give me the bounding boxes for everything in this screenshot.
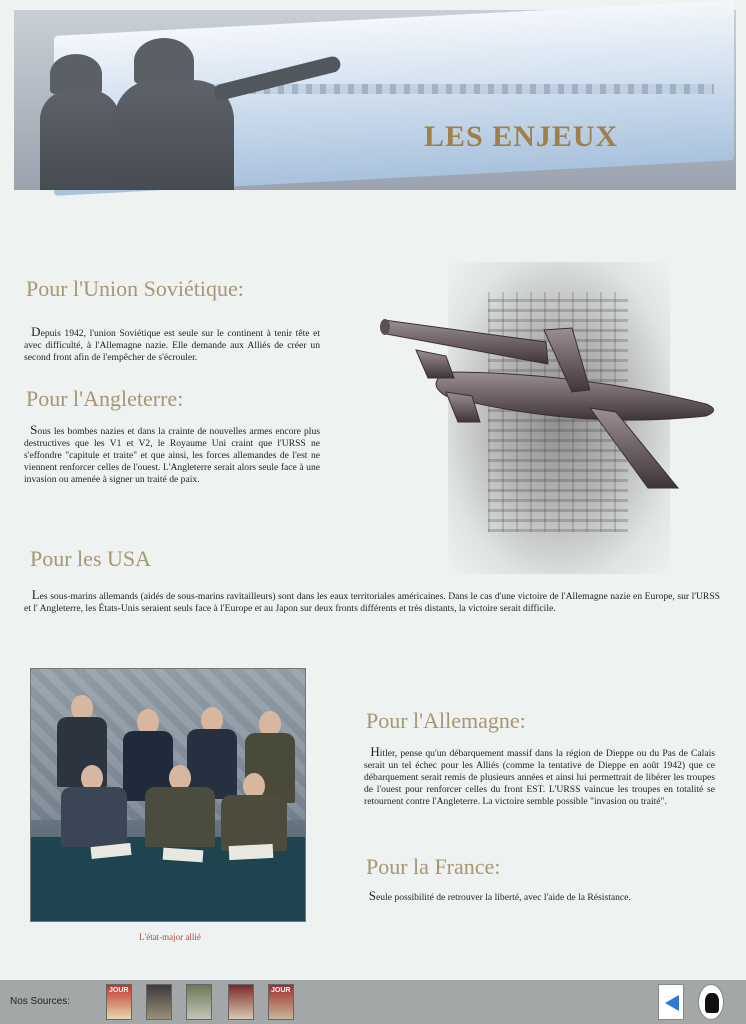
allied-staff-photo [30,668,306,922]
heading-urss: Pour l'Union Soviétique: [26,276,244,301]
paragraph-text: ous les bombes nazies et dans la crainte de nouvelles armes encore plus destructives que les V1 et V2, le Royaume Uni craint que l'URSS ne s'effondre "capitule et traite" et que ainsi, les forces allemandes de l'est ne viennent renforcer celles de l'ouest. L'Angleterre serait alors seule face à une invasion ou amenée à signer un traité de paix. [24,426,320,485]
paragraph-allemagne [364,746,715,808]
drop-cap: H [370,744,380,759]
heading-france: Pour la France: [366,854,501,879]
footer-bar [0,980,746,1024]
horse-seal-logo [698,984,724,1020]
v1-flying-bomb-image [376,312,722,502]
photo-paper [229,844,274,860]
paragraph-text: eule possibilité de retrouver la liberté, avec l'aide de la Résistance. [376,892,631,903]
photo-caption: L'état-major allié [139,932,201,942]
heading-allemagne: Pour l'Allemagne: [366,708,526,733]
header-banner [14,10,736,190]
sources-label: Nos Sources: [10,996,71,1007]
paragraph-angleterre [24,424,320,486]
source-book-cover[interactable] [146,984,172,1020]
drop-cap: S [368,888,377,903]
horse-icon [705,993,719,1013]
drop-cap: L [31,587,40,602]
source-book-cover-jour[interactable]: JOUR [268,984,294,1020]
partner-logo[interactable] [658,984,684,1020]
paragraph-urss [24,326,320,364]
paragraph-usa [24,589,720,615]
source-book-cover-jour[interactable]: JOUR [106,984,132,1020]
paragraph-text: epuis 1942, l'union Soviétique est seule sur le continent à tenir tête et avec difficulté, à l'Allemagne nazie. Elle demande aux Alliés de créer un second front afin de l'empêcher de s'écrouler. [24,328,321,363]
drop-cap: D [31,324,41,339]
paragraph-france [364,890,715,904]
paragraph-text: es sous-marins allemands (aidés de sous-marins ravitailleurs) sont dans les eaux territoriales américaines. Dans le cas d'une victoire de l'Allemagne nazie en Europe, sur l'URSS et l' Angleterre, les États-Unis seraient seuls face à l'Europe et au Japon sur deux fronts différents et très distants, la victoire serait difficile. [24,591,721,614]
source-book-cover[interactable] [186,984,212,1020]
source-book-cover[interactable] [228,984,254,1020]
paragraph-text: itler, pense qu'un débarquement massif dans la région de Dieppe ou du Pas de Calais serait un tel échec pour les Alliés (comme la tentative de Dieppe en août 1942) que ce débarquement serait remis de plusieurs années et ainsi lui permettrait de libérer les troupes de l'ouest pour renforcer celles du front EST. L'URSS vaincue les troupes en totalité se retournent contre l'Angleterre. La victoire semble possible "invasion ou traité". [364,748,716,807]
back-arrow-icon [665,995,679,1011]
heading-usa: Pour les USA [30,546,152,571]
heading-angleterre: Pour l'Angleterre: [26,386,184,411]
page-title: LES ENJEUX [424,120,619,153]
drop-cap: S [30,422,38,437]
